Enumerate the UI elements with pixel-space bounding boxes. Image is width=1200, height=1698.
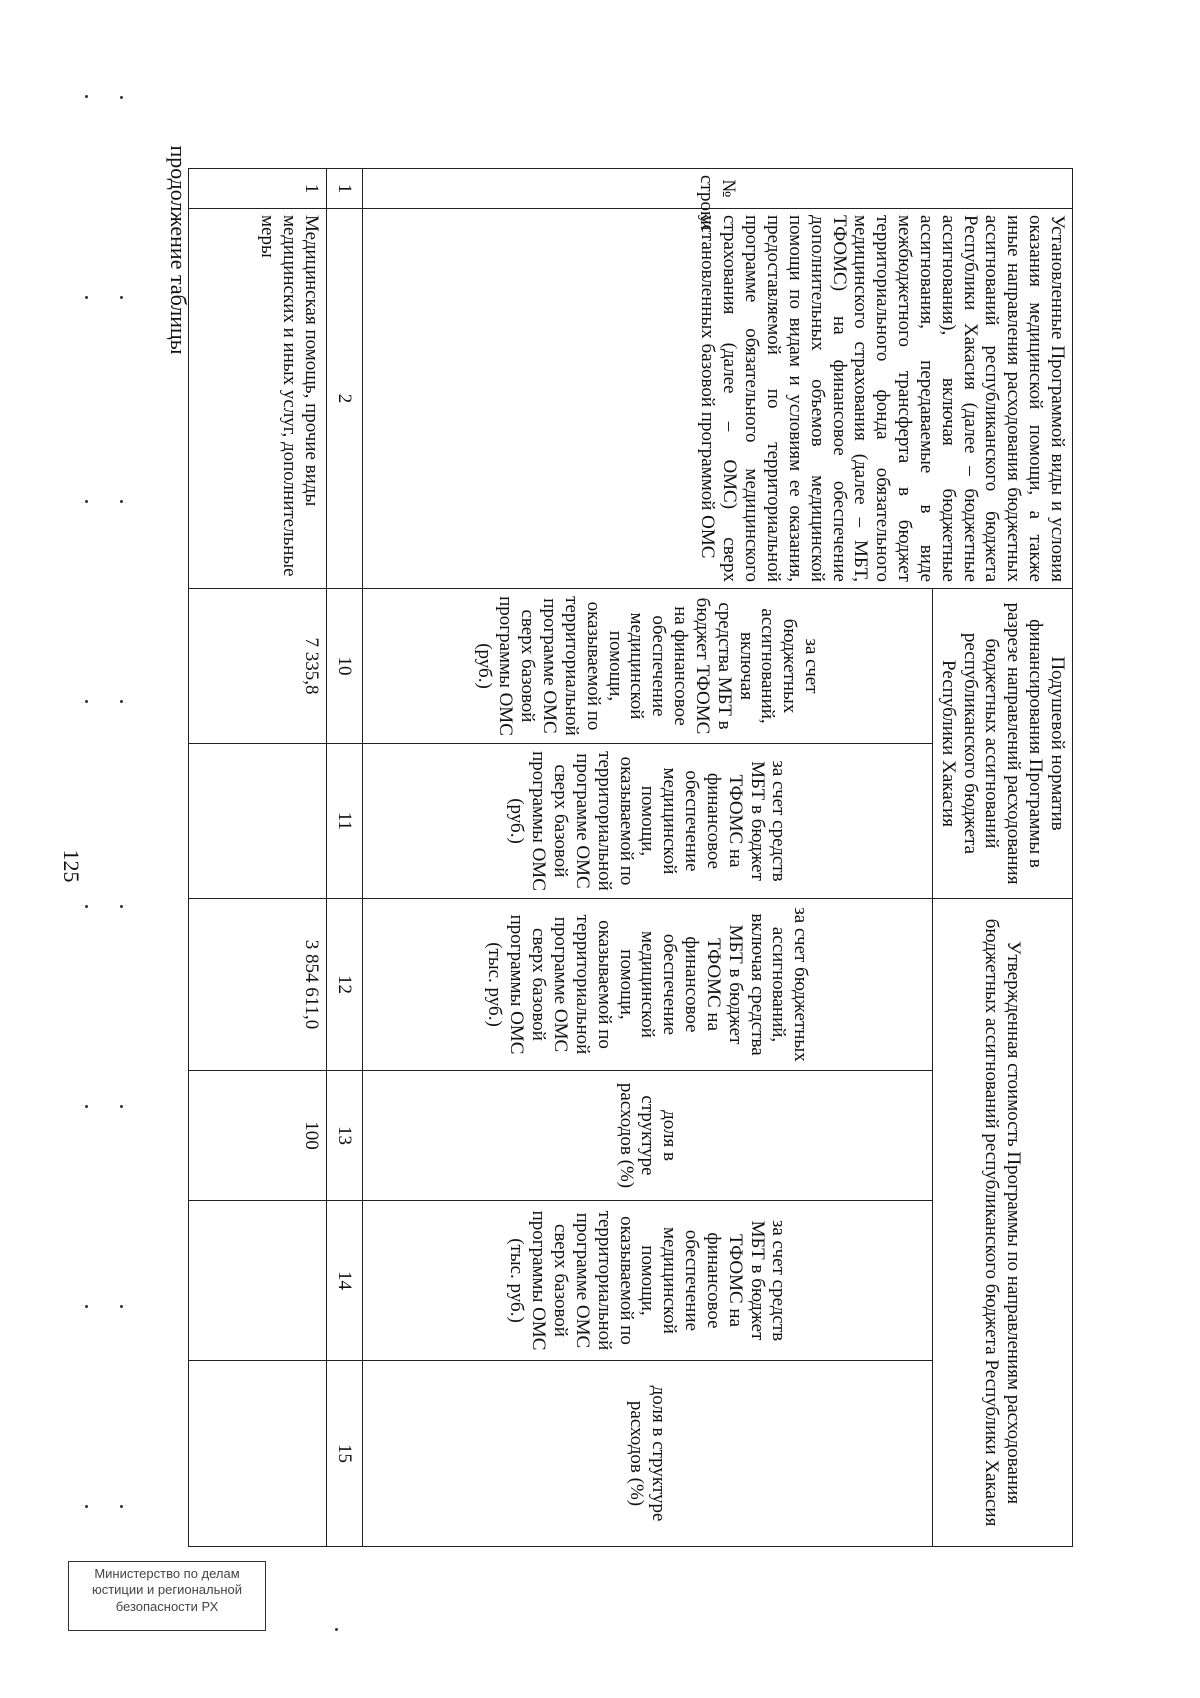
scan-dot [85,1505,88,1508]
col-number: 12 [326,899,362,1071]
row-name: Медицинская помощь, прочие виды медицинских и иных услуг, дополнительные меры [188,209,326,589]
col-number: 11 [326,744,362,899]
col-number: 1 [326,169,362,209]
scan-dot [85,1305,88,1308]
scan-dot [120,700,123,703]
scan-dot [120,96,123,99]
scan-dot [335,1628,338,1631]
cell-col-13: 100 [188,1071,326,1201]
scan-dot [120,1105,123,1108]
header-col-10: за счет бюджетных ассигнований, включая средства МБТ в бюджет ТФОМС на финансовое обеспечение медицинской помощи, оказываемой по территориальной программе ОМС сверх базовой программы ОМС (руб.) [362,589,932,744]
page-number [56,836,86,896]
scan-dot [120,1305,123,1308]
header-row-num: № строки [362,169,1072,209]
scan-dot [120,500,123,503]
stamp-line: юстиции и региональной [91,1582,243,1598]
scan-dot [120,905,123,908]
col-number: 14 [326,1201,362,1361]
scan-dot [120,1505,123,1508]
col-number: 13 [326,1071,362,1201]
scan-dot [85,1105,88,1108]
column-numbers-row [326,169,362,1547]
header-col-12: за счет бюджетных ассигнований, включая средства МБТ в бюджет ТФОМС на финансовое обеспечение медицинской помощи, оказываемой по территориальной программе ОМС сверх базовой программы ОМС (тыс. руб.) [362,899,932,1071]
scan-dot [85,905,88,908]
header-col-13: доля в структуре расходов (%) [362,1071,932,1201]
table-row [188,169,326,1547]
scan-dot [120,296,123,299]
col-number: 2 [326,209,362,589]
rotated-table-wrapper [213,168,1073,1546]
header-established: Установленные Программой виды и условия оказания медицинской помощи, а также иные направления расходования бюджетных ассигнований республиканского бюджета Республики Хакасия (далее – бюджетные ассигнования), включая бюджетные ассигнования, передаваемые в виде межбюджетного трансферта в бюджет территориального фонда обязательного медицинского страхования (далее – МБТ, ТФОМС) на финансовое обеспечение дополнительных объемов медицинской помощи по видам и условиям ее оказания, предоставляемой по территориальной программе обязательного медицинского страхования (далее – ОМС) сверх установленных базовой программой ОМС [362,209,1072,589]
cell-col-15 [188,1361,326,1547]
scan-dot [85,95,88,98]
col-number: 15 [326,1361,362,1547]
scan-dot [85,500,88,503]
col-number: 10 [326,589,362,744]
header-col-15: доля в структуре расходов (%) [362,1361,932,1547]
cell-col-12: 3 854 611,0 [188,899,326,1071]
cell-col-11 [188,744,326,899]
header-per-capita: Подушевой норматив финансирования Программы в разрезе направлений расходования бюджетных ассигнований республиканского бюджета Республики Хакасия [932,589,1072,899]
registration-stamp [68,1561,266,1631]
scan-dot [85,296,88,299]
cell-col-10: 7 335,8 [188,589,326,744]
header-col-11: за счет средств МБТ в бюджет ТФОМС на финансовое обеспечение медицинской помощи, оказываемой по территориальной программе ОМС сверх базовой программы ОМС (руб.) [362,744,932,899]
scan-dot [85,700,88,703]
page-number-text: 125 [59,849,84,883]
header-approved-cost: Утвержденная стоимость Программы по направлениям расходования бюджетных ассигнований республиканского бюджета Республики Хакасия [932,899,1072,1547]
continuation-label-text: продолжение таблицы [166,145,191,355]
row-number: 1 [188,169,326,209]
cell-col-14 [188,1201,326,1361]
header-col-14: за счет средств МБТ в бюджет ТФОМС на финансовое обеспечение медицинской помощи, оказываемой по территориальной программе ОМС сверх базовой программы ОМС (тыс. руб.) [362,1201,932,1361]
program-cost-table [188,168,1073,1547]
stamp-line: безопасности РХ [115,1598,219,1614]
stamp-line: Министерство по делам [94,1566,240,1581]
